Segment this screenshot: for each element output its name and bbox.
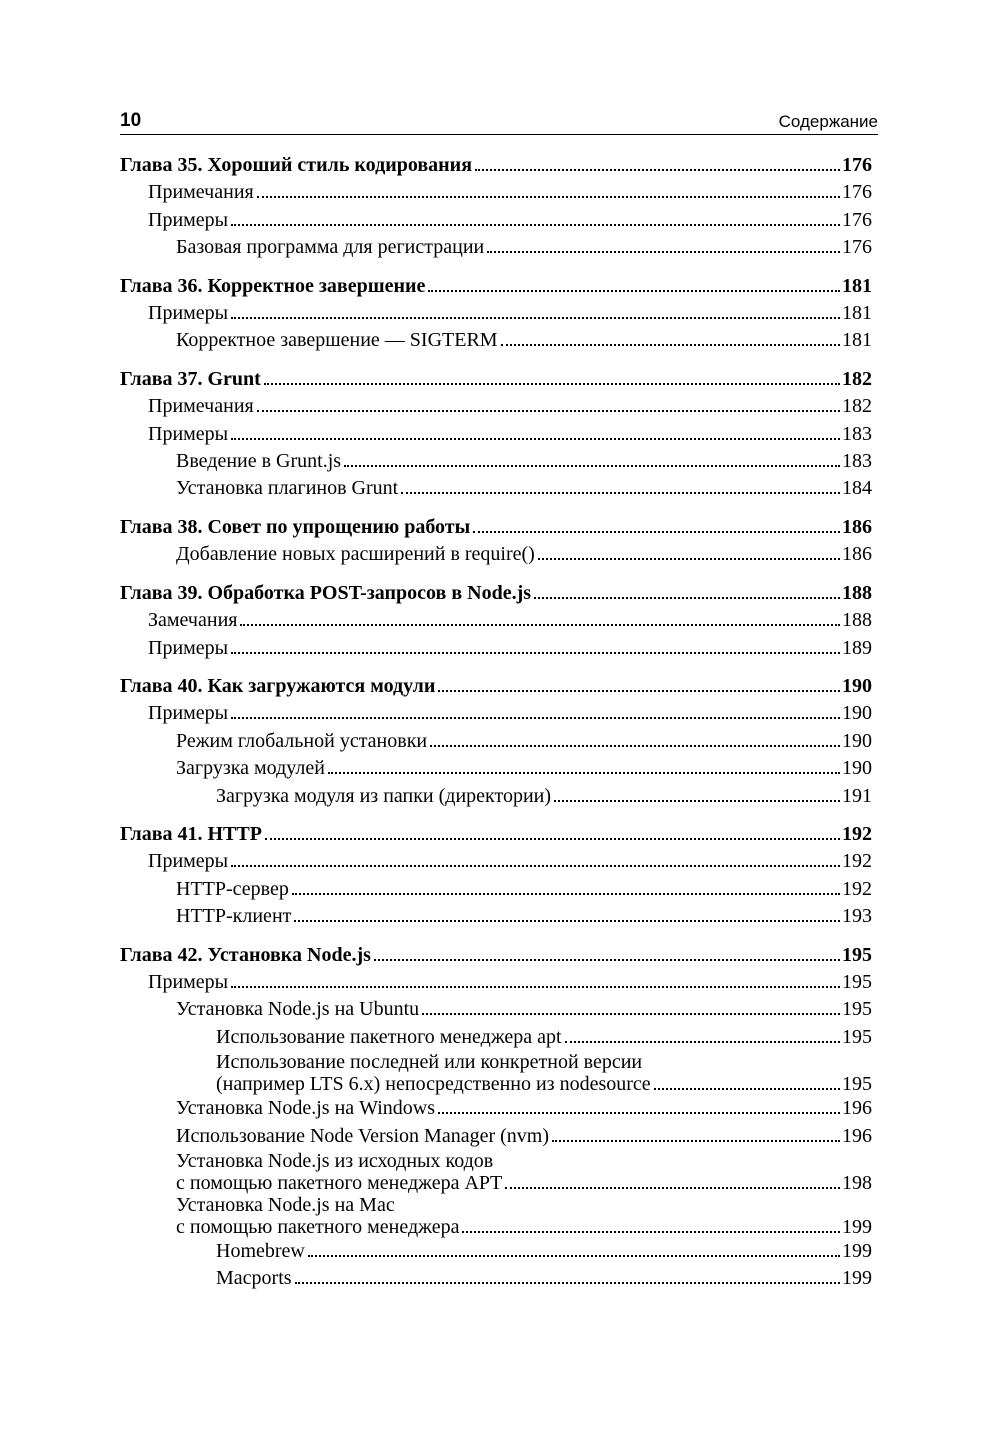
- toc-chapter: [120, 273, 872, 300]
- toc-entry: [120, 1150, 872, 1194]
- toc-page-number: 183: [842, 422, 872, 445]
- toc-page-number: 192: [842, 850, 872, 873]
- toc-entry: [120, 179, 872, 206]
- toc-entry: [120, 700, 872, 727]
- toc-page-number: 193: [842, 905, 872, 928]
- dot-leader: [231, 317, 840, 319]
- toc-entry-title: Примеры: [148, 302, 229, 325]
- toc-entry-title: Глава 37. Grunt: [120, 367, 261, 390]
- toc-page-number: 176: [842, 181, 872, 204]
- toc-page-number: 191: [842, 784, 872, 807]
- toc-entry-title: Примеры: [148, 208, 229, 231]
- toc-entry-title: Глава 36. Корректное завершение: [120, 274, 426, 297]
- toc-entry: [120, 635, 872, 662]
- dot-leader: [257, 410, 840, 412]
- toc-entry: [120, 1265, 872, 1292]
- toc-entry-title: Установка Node.js на Mac: [176, 1194, 395, 1216]
- toc-chapter: [120, 366, 872, 393]
- toc-entry-title-continued: (например LTS 6.x) непосредственно из nodesource: [216, 1073, 651, 1096]
- toc-chapter: [120, 673, 872, 700]
- toc-entry: [120, 327, 872, 354]
- toc-page-number: 183: [842, 450, 872, 473]
- toc-page-number: 190: [842, 729, 872, 752]
- toc-entry-title: Примеры: [148, 702, 229, 725]
- toc-page-number: 190: [842, 757, 872, 780]
- toc-entry-title: Глава 40. Как загружаются модули: [120, 674, 436, 697]
- toc-page-number: 195: [842, 1073, 872, 1096]
- dot-leader: [462, 1231, 840, 1233]
- toc-entry: [120, 1238, 872, 1265]
- dot-leader: [401, 492, 840, 494]
- toc-entry-title: Режим глобальной установки: [176, 729, 428, 752]
- toc-page-number: 181: [842, 302, 872, 325]
- toc-page-number: 186: [842, 543, 872, 566]
- dot-leader: [473, 531, 840, 533]
- toc-entry-title: Загрузка модулей: [176, 757, 325, 780]
- table-of-contents: [120, 152, 872, 1293]
- toc-entry: [120, 1123, 872, 1150]
- dot-leader: [554, 800, 840, 802]
- toc-entry: [120, 876, 872, 903]
- toc-entry-row: [216, 1073, 872, 1095]
- dot-leader: [308, 1255, 840, 1257]
- toc-page-number: 195: [842, 1025, 872, 1048]
- toc-page-number: 189: [842, 636, 872, 659]
- toc-entry: [120, 1095, 872, 1122]
- toc-entry-title: Добавление новых расширений в require(): [176, 543, 535, 566]
- toc-page-number: 196: [842, 1124, 872, 1147]
- toc-page-number: 199: [842, 1240, 872, 1262]
- dot-leader: [328, 772, 840, 774]
- toc-page-number: 176: [842, 208, 872, 231]
- toc-entry-title: Использование последней или конкретной версии: [216, 1051, 643, 1074]
- dot-leader: [487, 251, 840, 253]
- toc-page-number: 181: [842, 274, 872, 297]
- dot-leader: [264, 383, 840, 385]
- dot-leader: [292, 893, 840, 895]
- toc-entry: [120, 393, 872, 420]
- toc-entry: [120, 475, 872, 502]
- toc-page-number: 186: [842, 515, 872, 538]
- dot-leader: [231, 224, 840, 226]
- toc-page-number: 182: [842, 367, 872, 390]
- page-number: 10: [120, 110, 142, 131]
- toc-entry: [120, 207, 872, 234]
- toc-entry: [120, 607, 872, 634]
- toc-page-number: 188: [842, 609, 872, 632]
- toc-entry-title-continued: с помощью пакетного менеджера APT: [176, 1172, 503, 1194]
- toc-entry: [120, 728, 872, 755]
- dot-leader: [257, 196, 840, 198]
- toc-entry-title: Примеры: [148, 970, 229, 993]
- toc-page-number: 182: [842, 395, 872, 418]
- toc-page-number: 192: [842, 822, 872, 845]
- dot-leader: [475, 169, 840, 171]
- dot-leader: [265, 838, 840, 840]
- toc-entry-title: Использование Node Version Manager (nvm): [176, 1124, 549, 1147]
- toc-entry-title: Замечания: [148, 609, 238, 632]
- toc-entry-title: Использование пакетного менеджера apt: [216, 1025, 562, 1048]
- page-header: [120, 110, 878, 135]
- toc-entry-title: Корректное завершение — SIGTERM: [176, 329, 498, 352]
- toc-page-number: 176: [842, 236, 872, 259]
- dot-leader: [231, 717, 840, 719]
- toc-entry: [120, 996, 872, 1023]
- toc-entry: [120, 848, 872, 875]
- toc-chapter: [120, 580, 872, 607]
- toc-entry-title: Базовая программа для регистрации: [176, 236, 485, 259]
- toc-entry-title: Глава 39. Обработка POST-запросов в Node.js: [120, 581, 532, 604]
- dot-leader: [501, 344, 840, 346]
- dot-leader: [438, 690, 840, 692]
- dot-leader: [538, 558, 840, 560]
- toc-entry-title: Примечания: [148, 395, 254, 418]
- toc-page-number: 196: [842, 1097, 872, 1120]
- toc-entry-row: [176, 1216, 872, 1238]
- toc-entry-title: Примеры: [148, 850, 229, 873]
- toc-entry-title: Установка Node.js из исходных кодов: [176, 1150, 494, 1172]
- toc-page-number: 195: [842, 943, 872, 966]
- toc-entry-title: Примечания: [148, 181, 254, 204]
- dot-leader: [422, 1013, 840, 1015]
- toc-chapter: [120, 152, 872, 179]
- toc-entry: [120, 1194, 872, 1238]
- dot-leader: [552, 1140, 840, 1142]
- dot-leader: [231, 438, 840, 440]
- dot-leader: [294, 920, 840, 922]
- toc-page-number: 199: [842, 1216, 872, 1238]
- toc-page-number: 176: [842, 154, 872, 176]
- toc-page-number: 181: [842, 329, 872, 352]
- dot-leader: [231, 865, 840, 867]
- toc-chapter: [120, 821, 872, 848]
- toc-page-number: 198: [842, 1172, 872, 1194]
- toc-page-number: 195: [842, 970, 872, 993]
- dot-leader: [438, 1112, 840, 1114]
- toc-entry-title: Загрузка модуля из папки (директории): [216, 784, 552, 807]
- toc-entry: [120, 969, 872, 996]
- dot-leader: [295, 1282, 840, 1284]
- toc-entry-title: Macports: [216, 1267, 292, 1290]
- toc-entry-title: Примеры: [148, 636, 229, 659]
- toc-entry-title: Введение в Grunt.js: [176, 450, 342, 473]
- toc-entry-title: Homebrew: [216, 1240, 305, 1262]
- toc-entry: [120, 421, 872, 448]
- dot-leader: [231, 652, 840, 654]
- dot-leader: [428, 290, 840, 292]
- toc-entry-title: Глава 38. Совет по упрощению работы: [120, 515, 471, 538]
- toc-entry: [120, 755, 872, 782]
- toc-chapter: [120, 942, 872, 969]
- dot-leader: [240, 624, 840, 626]
- dot-leader: [344, 465, 840, 467]
- toc-page-number: 192: [842, 877, 872, 900]
- toc-entry-title: Глава 41. HTTP: [120, 822, 262, 845]
- toc-entry: [120, 448, 872, 475]
- toc-entry: [120, 783, 872, 810]
- toc-page-number: 190: [842, 674, 872, 697]
- toc-entry-title: Глава 35. Хороший стиль кодирования: [120, 154, 473, 176]
- dot-leader: [534, 597, 840, 599]
- toc-entry-title: Примеры: [148, 422, 229, 445]
- toc-entry: [120, 1024, 872, 1051]
- toc-page-number: 188: [842, 581, 872, 604]
- toc-entry: [120, 1051, 872, 1095]
- dot-leader: [430, 745, 840, 747]
- dot-leader: [505, 1187, 840, 1189]
- running-title: Содержание: [778, 112, 878, 131]
- toc-entry: [120, 903, 872, 930]
- toc-page-number: 190: [842, 702, 872, 725]
- toc-page-number: 195: [842, 998, 872, 1021]
- dot-leader: [231, 986, 840, 988]
- toc-entry-title: Установка плагинов Grunt: [176, 477, 399, 500]
- toc-entry-title: HTTP-клиент: [176, 905, 292, 928]
- toc-page-number: 199: [842, 1267, 872, 1290]
- toc-entry: [120, 300, 872, 327]
- toc-page-number: 184: [842, 477, 872, 500]
- toc-entry: [120, 234, 872, 261]
- toc-entry-title: HTTP-сервер: [176, 877, 289, 900]
- dot-leader: [374, 959, 840, 961]
- toc-entry-row: [176, 1172, 872, 1194]
- toc-entry-title: Установка Node.js на Ubuntu: [176, 998, 420, 1021]
- toc-entry-title: Глава 42. Установка Node.js: [120, 943, 371, 966]
- toc-entry-title-continued: с помощью пакетного менеджера: [176, 1216, 460, 1238]
- toc-entry: [120, 541, 872, 568]
- dot-leader: [565, 1041, 840, 1043]
- toc-entry-title: Установка Node.js на Windows: [176, 1097, 436, 1120]
- dot-leader: [654, 1088, 840, 1090]
- toc-chapter: [120, 514, 872, 541]
